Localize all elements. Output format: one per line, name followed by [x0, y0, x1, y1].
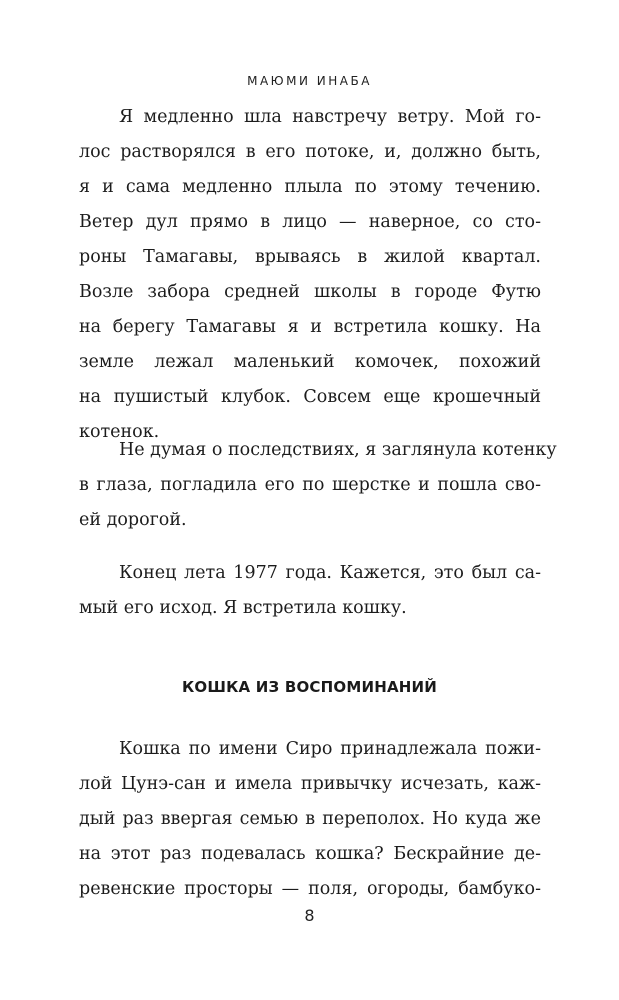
text-line: Конец лета 1977 года. Кажется, это был са-	[119, 563, 541, 583]
text-line: лой Цунэ-сан и имела привычку исчезать, каж-	[79, 774, 541, 794]
text-line: Не думая о последствиях, я заглянула котенку	[119, 440, 557, 460]
paragraph-2	[79, 433, 557, 538]
text-line: роны Тамагавы, врываясь в жилой квартал.	[79, 247, 541, 267]
text-line: я и сама медленно плыла по этому течению.	[79, 177, 541, 197]
text-line: Ветер дул прямо в лицо — наверное, со сто-	[79, 212, 541, 232]
text-line: на пушистый клубок. Совсем еще крошечный	[79, 387, 541, 407]
paragraph-4	[79, 732, 541, 907]
text-line: на берегу Тамагавы я и встретила кошку. На	[79, 317, 541, 337]
text-line: Кошка по имени Сиро принадлежала пожи-	[119, 739, 541, 759]
text-line: земле лежал маленький комочек, похожий	[79, 352, 541, 372]
text-line: ревенские просторы — поля, огороды, бамбуко-	[79, 879, 541, 899]
paragraph-3	[79, 556, 541, 626]
text-line: в глаза, погладила его по шерстке и пошла сво-	[79, 475, 541, 495]
text-line: Я медленно шла навстречу ветру. Мой го-	[119, 107, 541, 127]
text-line: мый его исход. Я встретила кошку.	[79, 598, 407, 618]
page-number: 8	[304, 906, 315, 925]
running-head: МАЮМИ ИНАБА	[247, 74, 372, 88]
text-line: Возле забора средней школы в городе Футю	[79, 282, 541, 302]
text-line: дый раз ввергая семью в переполох. Но куда же	[79, 809, 541, 829]
paragraph-1	[79, 100, 541, 450]
chapter-title: КОШКА ИЗ ВОСПОМИНАНИЙ	[181, 678, 438, 696]
text-line: ей дорогой.	[79, 510, 187, 530]
text-line: лос растворялся в его потоке, и, должно быть,	[79, 142, 541, 162]
text-line: на этот раз подевалась кошка? Бескрайние де-	[79, 844, 541, 864]
text-line: котенок.	[79, 422, 160, 442]
